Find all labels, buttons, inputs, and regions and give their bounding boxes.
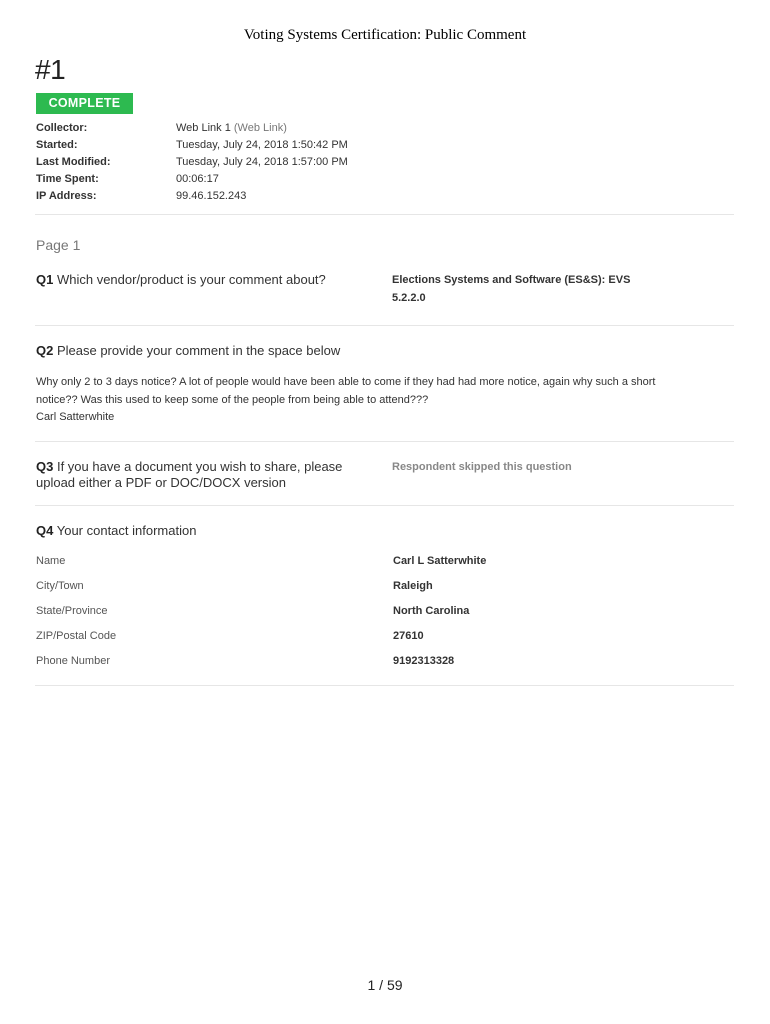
response-number: #1 (35, 54, 66, 85)
q1-number: Q1 (36, 272, 54, 287)
q2-number: Q2 (36, 343, 54, 358)
q4-number: Q4 (36, 523, 54, 538)
q1-answer (392, 271, 630, 307)
contact-phone-value: 9192313328 (393, 655, 455, 667)
started-label: Started: (36, 139, 78, 151)
started-value: Tuesday, July 24, 2018 1:50:42 PM (176, 139, 348, 151)
divider (35, 214, 734, 215)
q2-comment-line-2: notice?? Was this used to keep some of the people from being able to attend??? (36, 393, 429, 406)
contact-state-label: State/Province (36, 605, 108, 617)
contact-zip-value: 27610 (393, 630, 424, 642)
divider (35, 685, 734, 686)
q2-question (36, 343, 340, 359)
response-metadata (36, 120, 348, 205)
ip-address-value: 99.46.152.243 (176, 190, 247, 202)
time-spent-label: Time Spent: (36, 173, 99, 185)
collector-value (176, 120, 287, 137)
contact-name-label: Name (36, 555, 66, 567)
page-label: Page 1 (36, 237, 81, 253)
contact-name-value: Carl L Satterwhite (393, 555, 487, 567)
collector-row (36, 120, 348, 137)
q3-skipped-answer: Respondent skipped this question (392, 461, 572, 473)
divider (35, 505, 734, 506)
collector-type: (Web Link) (233, 122, 287, 134)
last-modified-row (36, 154, 348, 171)
q2-comment-line-1: Why only 2 to 3 days notice? A lot of people would have been able to come if they had had more notice, again why such a short (36, 376, 656, 388)
time-spent-value: 00:06:17 (176, 173, 219, 185)
q1-text: Which vendor/product is your comment about? (56, 272, 326, 287)
collector-label: Collector: (36, 122, 88, 134)
q1-answer-line-1: Elections Systems and Software (ES&S): EVS (392, 274, 631, 286)
q3-question (36, 459, 342, 491)
q1-question (36, 272, 326, 288)
status-badge: COMPLETE (36, 93, 133, 114)
q3-number: Q3 (36, 459, 54, 474)
document-title: Voting Systems Certification: Public Comment (243, 27, 527, 43)
divider (35, 441, 734, 442)
time-spent-row (36, 171, 348, 188)
contact-phone-label: Phone Number (36, 655, 110, 667)
contact-state-value: North Carolina (393, 605, 470, 617)
ip-address-row (36, 188, 348, 205)
contact-city-label: City/Town (36, 580, 84, 592)
contact-zip-label: ZIP/Postal Code (36, 630, 117, 642)
ip-address-label: IP Address: (36, 190, 97, 202)
page-indicator: 1 / 59 (367, 977, 403, 993)
collector-name: Web Link 1 (176, 122, 231, 134)
divider (35, 325, 734, 326)
last-modified-label: Last Modified: (36, 156, 111, 168)
q3-text-line-1: If you have a document you wish to share, please (56, 459, 343, 474)
q4-text: Your contact information (56, 523, 197, 538)
q3-text-line-2: upload either a PDF or DOC/DOCX version (36, 475, 286, 490)
q2-comment-signature: Carl Satterwhite (36, 411, 115, 423)
contact-city-value: Raleigh (393, 580, 433, 592)
q1-answer-line-2: 5.2.2.0 (392, 292, 426, 304)
last-modified-value: Tuesday, July 24, 2018 1:57:00 PM (176, 156, 348, 168)
q2-text: Please provide your comment in the space below (56, 343, 341, 358)
q2-comment (36, 374, 716, 427)
started-row (36, 137, 348, 154)
q4-question (36, 523, 196, 539)
